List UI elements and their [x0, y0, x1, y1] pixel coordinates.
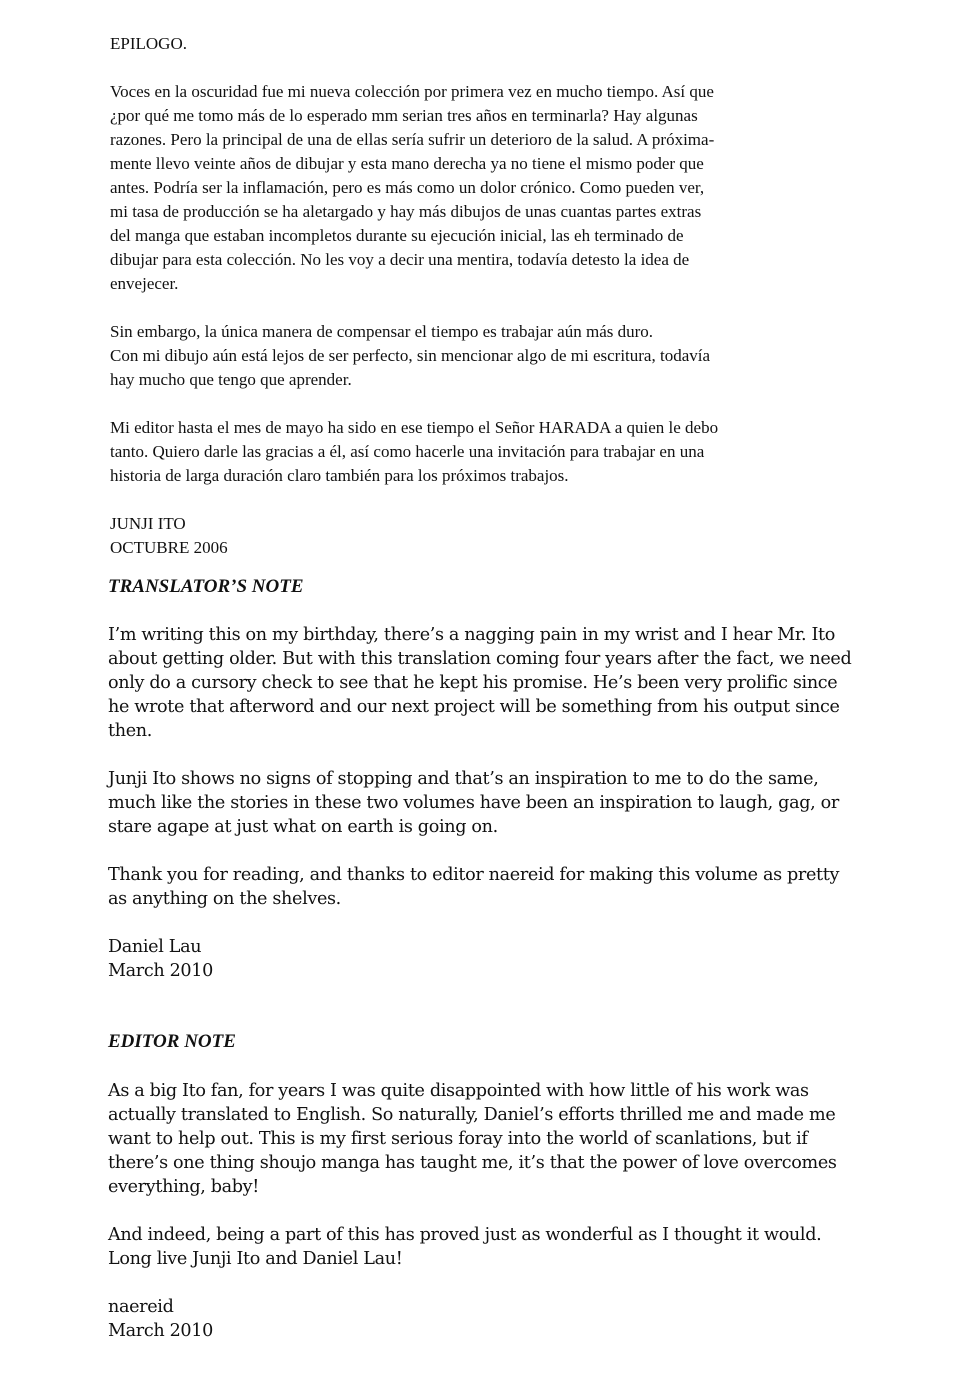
text-line: tanto. Quiero darle las gracias a él, así como hacerle una invitación para trabajar en una: [110, 442, 705, 461]
text-line: Thank you for reading, and thanks to editor naereid for making this volume as pretty: [108, 865, 840, 885]
text-line: And indeed, being a part of this has proved just as wonderful as I thought it would.: [108, 1225, 822, 1245]
text-line: Mi editor hasta el mes de mayo ha sido en ese tiempo el Señor HARADA a quien le debo: [110, 418, 719, 437]
epilogo-paragraph-1: [0, 80, 970, 296]
epilogo-paragraph-3: [0, 416, 970, 488]
epilogo-section: [0, 32, 970, 56]
text-line: I’m writing this on my birthday, there’s a nagging pain in my wrist and I hear Mr. Ito: [108, 625, 836, 645]
text-line: Sin embargo, la única manera de compensar el tiempo es trabajar aún más duro.: [110, 322, 654, 341]
text-line: want to help out. This is my first serious foray into the world of scanlations, but if: [108, 1129, 808, 1149]
text-line: antes. Podría ser la inflamación, pero es más como un dolor crónico. Como pueden ver,: [110, 178, 705, 197]
text-line: hay mucho que tengo que aprender.: [110, 370, 352, 389]
author-name: naereid: [108, 1297, 174, 1317]
text-line: he wrote that afterword and our next project will be something from his output since: [108, 697, 840, 717]
author-name: Daniel Lau: [108, 937, 202, 957]
text-line: ¿por qué me tomo más de lo esperado mm serian tres años en terminarla? Hay algunas: [110, 106, 698, 125]
text-line: dibujar para esta colección. No les voy a decir una mentira, todavía detesto la idea de: [110, 250, 690, 269]
translator-paragraph-2: [0, 767, 970, 839]
text-line: stare agape at just what on earth is going on.: [108, 817, 498, 837]
text-line: envejecer.: [110, 274, 179, 293]
epilogo-title: EPILOGO.: [110, 34, 187, 53]
editor-note-heading: EDITOR NOTE: [108, 1031, 236, 1052]
text-line: there’s one thing shoujo manga has taught me, it’s that the power of love overcomes: [108, 1153, 837, 1173]
editor-note-heading-row: [0, 1030, 970, 1054]
text-line: Long live Junji Ito and Daniel Lau!: [108, 1249, 403, 1269]
author-name: JUNJI ITO: [110, 514, 186, 533]
text-line: As a big Ito fan, for years I was quite disappointed with how little of his work was: [108, 1081, 809, 1101]
date: March 2010: [108, 1321, 213, 1341]
translator-note-heading-row: [0, 575, 970, 599]
text-line: historia de larga duración claro también para los próximos trabajos.: [110, 466, 569, 485]
text-line: Con mi dibujo aún está lejos de ser perfecto, sin mencionar algo de mi escritura, todavía: [110, 346, 711, 365]
epilogo-signature: [0, 512, 970, 560]
text-line: then.: [108, 721, 152, 741]
text-line: mi tasa de producción se ha aletargado y hay más dibujos de unas cuantas partes extras: [110, 202, 702, 221]
text-line: everything, baby!: [108, 1177, 259, 1197]
text-line: much like the stories in these two volumes have been an inspiration to laugh, gag, or: [108, 793, 839, 813]
translator-signature: [0, 935, 970, 983]
text-line: as anything on the shelves.: [108, 889, 341, 909]
translator-paragraph-1: [0, 623, 970, 743]
translator-paragraph-3: [0, 863, 970, 911]
date: OCTUBRE 2006: [110, 538, 228, 557]
editor-paragraph-1: [0, 1079, 970, 1199]
text-line: about getting older. But with this translation coming four years after the fact, we need: [108, 649, 852, 669]
text-line: actually translated to English. So naturally, Daniel’s efforts thrilled me and made me: [108, 1105, 836, 1125]
epilogo-paragraph-2: [0, 320, 970, 392]
editor-signature: [0, 1295, 970, 1343]
text-line: razones. Pero la principal de una de ellas sería sufrir un deterioro de la salud. A próxima-: [110, 130, 715, 149]
text-line: Voces en la oscuridad fue mi nueva colección por primera vez en mucho tiempo. Así que: [110, 82, 714, 101]
editor-paragraph-2: [0, 1223, 970, 1271]
text-line: del manga que estaban incompletos durante su ejecución inicial, las eh terminado de: [110, 226, 684, 245]
translator-note-heading: TRANSLATOR’S NOTE: [108, 576, 304, 597]
date: March 2010: [108, 961, 213, 981]
text-line: only do a cursory check to see that he kept his promise. He’s been very prolific since: [108, 673, 838, 693]
text-line: Junji Ito shows no signs of stopping and that’s an inspiration to me to do the same,: [108, 769, 819, 789]
text-line: mente llevo veinte años de dibujar y esta mano derecha ya no tiene el mismo poder que: [110, 154, 704, 173]
